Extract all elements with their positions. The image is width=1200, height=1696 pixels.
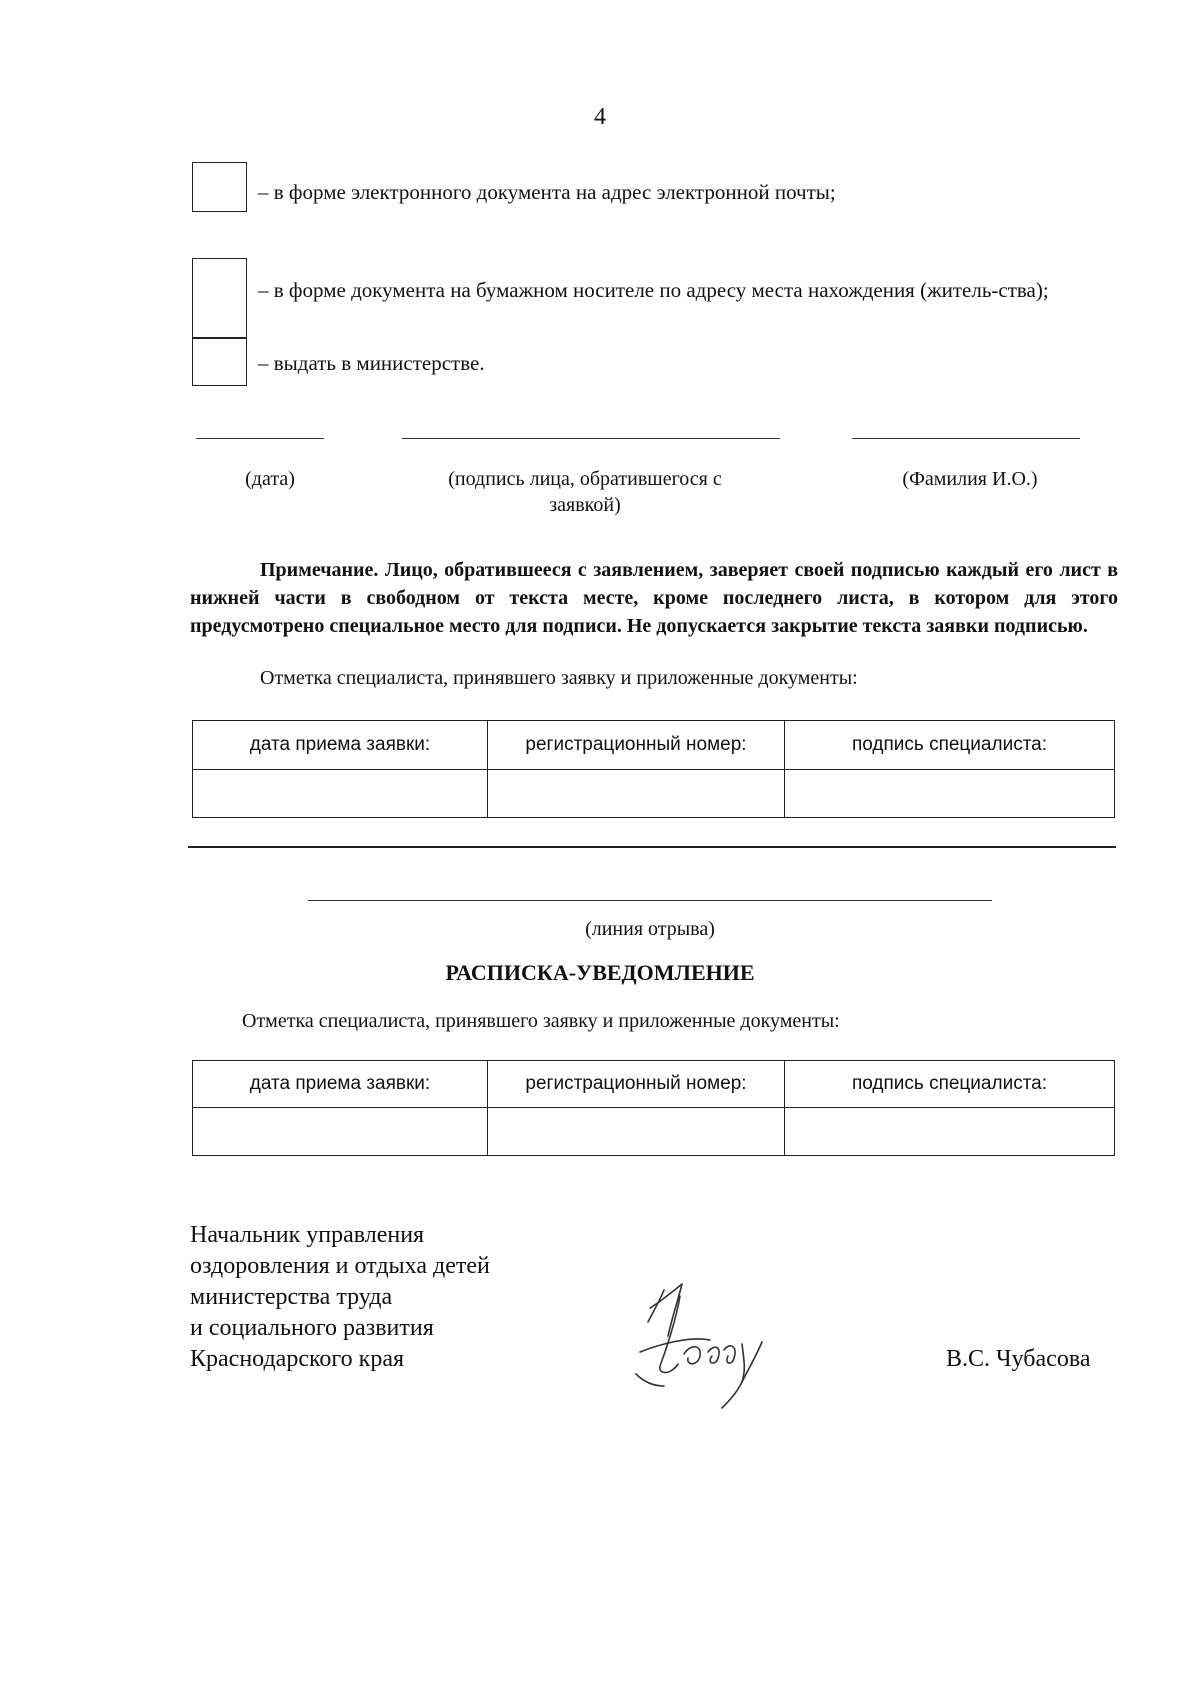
cell-date[interactable] bbox=[193, 770, 488, 818]
option-email-label: – в форме электронного документа на адрес электронной почты; bbox=[258, 180, 836, 204]
table-row bbox=[193, 721, 1115, 770]
cell-reg-number[interactable] bbox=[488, 770, 785, 818]
note-bold-text: Примечание. Лицо, обратившееся с заявлением, заверяет своей подписью каждый его лист в нижней части в свободном от текста месте, кроме последнего листа, в котором для этого предусмотрено специальное место для подписи. Не допускается закрытие текста заявки подписью. bbox=[190, 559, 1118, 637]
cell-date[interactable] bbox=[193, 1108, 488, 1156]
option-email-checkbox[interactable] bbox=[192, 162, 247, 212]
option-ministry-checkbox[interactable] bbox=[192, 338, 247, 386]
header-reg-number: регистрационный номер: bbox=[488, 1061, 785, 1108]
header-date: дата приема заявки: bbox=[193, 1061, 488, 1108]
header-date: дата приема заявки: bbox=[193, 721, 488, 770]
cell-specialist-signature[interactable] bbox=[785, 1108, 1115, 1156]
note-paragraph bbox=[190, 556, 1118, 640]
position-line: Начальник управления bbox=[190, 1222, 425, 1248]
handwritten-signature bbox=[620, 1270, 800, 1410]
signatory-name: В.С. Чубасова bbox=[946, 1346, 1091, 1372]
header-specialist-signature: подпись специалиста: bbox=[785, 721, 1115, 770]
date-caption: (дата) bbox=[245, 468, 295, 490]
cell-reg-number[interactable] bbox=[488, 1108, 785, 1156]
position-line: и социального развития bbox=[190, 1315, 434, 1341]
signature-caption: (подпись лица, обратившегося с заявкой) bbox=[448, 468, 722, 516]
tear-line bbox=[308, 900, 992, 901]
position-line: министерства труда bbox=[190, 1284, 393, 1310]
name-line bbox=[852, 438, 1080, 439]
position-line: оздоровления и отдыха детей bbox=[190, 1253, 490, 1279]
option-paper-checkbox[interactable] bbox=[192, 258, 247, 338]
separator-line bbox=[188, 846, 1116, 848]
cell-specialist-signature[interactable] bbox=[785, 770, 1115, 818]
table-row bbox=[193, 1108, 1115, 1156]
option-paper-label: – в форме документа на бумажном носителе по адресу места нахождения (житель-ства); bbox=[258, 278, 1049, 302]
header-reg-number: регистрационный номер: bbox=[488, 721, 785, 770]
option-ministry-label: – выдать в министерстве. bbox=[258, 351, 485, 375]
table-row bbox=[193, 1061, 1115, 1108]
table-row bbox=[193, 770, 1115, 818]
signature-line bbox=[402, 438, 780, 439]
header-specialist-signature: подпись специалиста: bbox=[785, 1061, 1115, 1108]
specialist-mark-1: Отметка специалиста, принявшего заявку и приложенные документы: bbox=[260, 667, 858, 689]
receipt-title: РАСПИСКА-УВЕДОМЛЕНИЕ bbox=[445, 960, 755, 985]
position-line: Краснодарского края bbox=[190, 1346, 405, 1372]
date-line bbox=[196, 438, 324, 439]
tear-line-caption: (линия отрыва) bbox=[585, 918, 715, 940]
page-number: 4 bbox=[594, 104, 606, 130]
specialist-mark-2: Отметка специалиста, принявшего заявку и приложенные документы: bbox=[242, 1010, 840, 1032]
name-caption: (Фамилия И.О.) bbox=[902, 468, 1038, 490]
acceptance-table bbox=[192, 720, 1115, 818]
receipt-table bbox=[192, 1060, 1115, 1156]
signatory-position bbox=[190, 1220, 490, 1375]
